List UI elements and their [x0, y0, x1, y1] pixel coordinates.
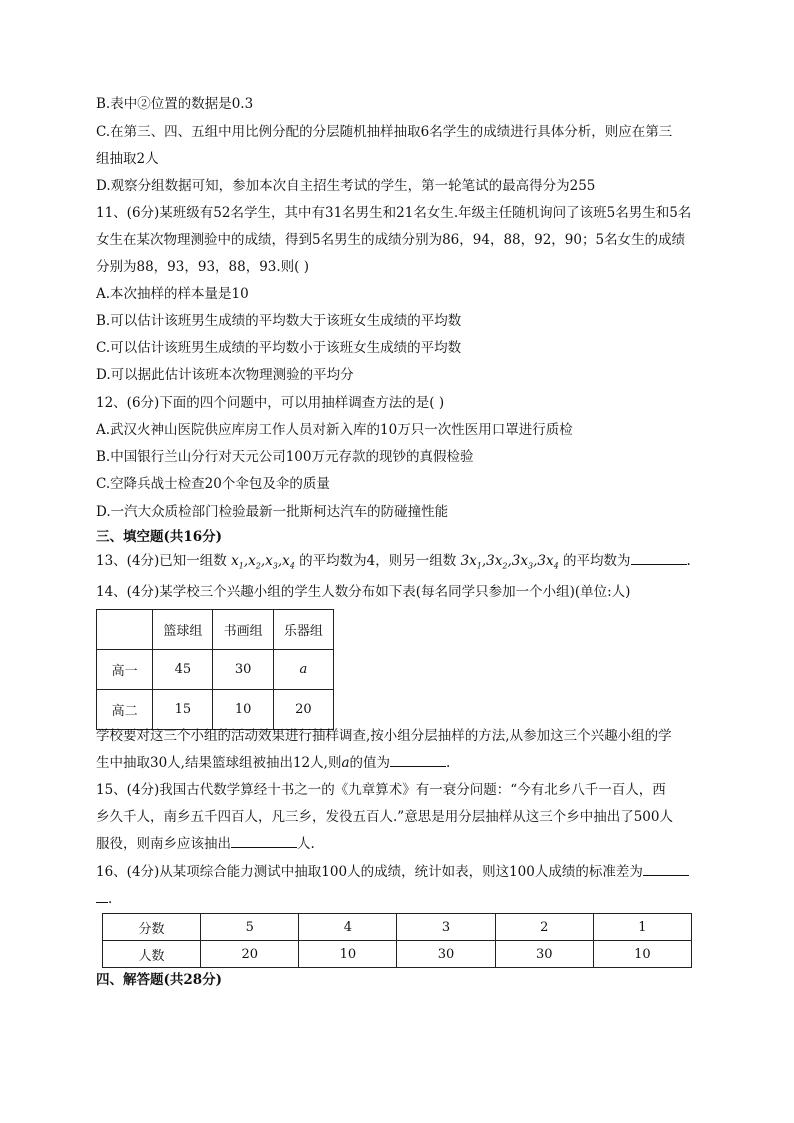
q13-text-1: 13、(4分)已知一组数 [96, 553, 227, 569]
q16-answer-blank-cont[interactable] [96, 889, 108, 903]
q16-text: 16、(4分)从某项综合能力测试中抽取100人的成绩，统计如表，则这100人成绩的标准差为 [96, 864, 643, 880]
q14-table [96, 609, 334, 730]
table-row [97, 690, 334, 730]
q15-stem-1: 15、(4分)我国古代数学算经十书之一的《九章算术》有一衰分问题：“今有北乡八千一百人，西 [96, 782, 666, 798]
q14-cont-2: 生中抽取30人,结果篮球组被抽出12人,则a的值为 . [96, 755, 451, 771]
q10-option-d: D.观察分组数据可知，参加本次自主招生考试的学生，第一轮笔试的最高得分为255 [96, 178, 596, 194]
table-cell: 20 [201, 941, 299, 968]
q15-text-post: 人. [297, 836, 315, 852]
table-cell: 30 [495, 941, 593, 968]
q15-answer-blank[interactable] [231, 834, 297, 848]
q14-stem: 14、(4分)某学校三个兴趣小组的学生人数分布如下表(每名同学只参加一个小组)(单位:人) [96, 584, 631, 600]
section-3-heading: 三、填空题(共16分) [96, 529, 223, 545]
table-cell: 书画组 [213, 610, 273, 650]
section-4-heading: 四、解答题(共28分) [96, 972, 223, 988]
table-cell: a [273, 650, 333, 690]
table-cell: 15 [153, 690, 213, 730]
q16-answer-blank[interactable] [643, 862, 689, 876]
table-cell: 10 [299, 941, 397, 968]
q13-text-3: 的平均数为 [563, 553, 631, 569]
table-row [103, 914, 692, 941]
q12-option-b: B.中国银行兰山分行对天元公司100万元存款的现钞的真假检验 [96, 449, 474, 465]
q14-text: 生中抽取30人,结果篮球组被抽出12人,则 [96, 755, 342, 771]
table-row [97, 610, 334, 650]
q14-answer-blank[interactable] [390, 753, 446, 767]
q13-set-2: $3x_1,3x_2,3x_3,3x_4$ [460, 553, 559, 571]
table-row [103, 941, 692, 968]
table-cell: 10 [593, 941, 691, 968]
table-cell: 高二 [97, 690, 153, 730]
table-cell: 4 [299, 914, 397, 941]
q16-stem [96, 862, 689, 882]
table-cell: 10 [213, 690, 273, 730]
q14-cont-1: 学校要对这三个小组的活动效果进行抽样调查,按小组分层抽样的方法,从参加这三个兴趣小组的学 [96, 728, 672, 744]
q11-option-d: D.可以据此估计该班本次物理测验的平均分 [96, 367, 354, 383]
q11-option-a: A.本次抽样的样本量是10 [96, 286, 249, 302]
table-cell: 30 [397, 941, 495, 968]
q12-option-d: D.一汽大众质检部门检验最新一批斯柯达汽车的防碰撞性能 [96, 504, 449, 520]
q15-stem-3 [96, 834, 315, 854]
table-cell: 30 [213, 650, 273, 690]
table-cell: 2 [495, 914, 593, 941]
table-cell: 分数 [103, 914, 201, 941]
table-cell: 3 [397, 914, 495, 941]
q12-option-c: C.空降兵战士检查20个伞包及伞的质量 [96, 476, 330, 492]
table-cell: 45 [153, 650, 213, 690]
table-cell: 篮球组 [153, 610, 213, 650]
q14-variable: a [341, 755, 350, 771]
table-cell: 乐器组 [273, 610, 333, 650]
q15-text: 服役，则南乡应该抽出 [96, 836, 231, 852]
table-cell: 5 [201, 914, 299, 941]
q16-stem-cont [96, 889, 112, 909]
q10-option-b: B.表中②位置的数据是0.3 [96, 96, 254, 112]
q16-table [102, 913, 692, 968]
table-cell: 人数 [103, 941, 201, 968]
table-cell: 高一 [97, 650, 153, 690]
table-cell [97, 610, 153, 650]
q13-set-1: $x_1,x_2,x_3,x_4$ [231, 553, 295, 571]
q16-period: . [108, 891, 113, 907]
q11-option-c: C.可以估计该班男生成绩的平均数小于该班女生成绩的平均数 [96, 340, 462, 356]
q11-option-b: B.可以估计该班男生成绩的平均数大于该班女生成绩的平均数 [96, 313, 462, 329]
q11-stem-3: 分别为88，93，93，88，93.则( ) [96, 259, 310, 275]
table-cell: 1 [593, 914, 691, 941]
q12-stem: 12、(6分)下面的四个问题中，可以用抽样调查方法的是( ) [96, 395, 445, 411]
q10-option-c: C.在第三、四、五组中用比例分配的分层随机抽样抽取6名学生的成绩进行具体分析，则应在第三 [96, 124, 673, 140]
q11-stem-1: 11、(6分)某班级有52名学生，其中有31名男生和21名女生.年级主任随机询问了该班5名男生和5名 [96, 205, 692, 221]
table-cell: 20 [273, 690, 333, 730]
q12-option-a: A.武汉火神山医院供应库房工作人员对新入库的10万只一次性医用口罩进行质检 [96, 422, 573, 438]
q13-stem: 13、(4分)已知一组数 $x_1,x_2,x_3,x_4$ 的平均数为4，则另一组数 $3x_1,3x_2,3x_3,3x_4$ 的平均数为 . [96, 553, 691, 571]
table-row [97, 650, 334, 690]
q13-answer-blank[interactable] [631, 551, 687, 565]
q11-stem-2: 女生在某次物理测验中的成绩，得到5名男生的成绩分别为86，94，88，92，90；5名女生的成绩 [96, 232, 686, 248]
q15-stem-2: 乡久千人，南乡五千四百人，凡三乡，发役五百人.”意思是用分层抽样从这三个乡中抽出了500人 [96, 809, 673, 825]
q10-option-c-cont: 组抽取2人 [96, 151, 159, 167]
q14-text-post: 的值为 [349, 755, 391, 771]
q13-text-2: 的平均数为4，则另一组数 [299, 553, 457, 569]
